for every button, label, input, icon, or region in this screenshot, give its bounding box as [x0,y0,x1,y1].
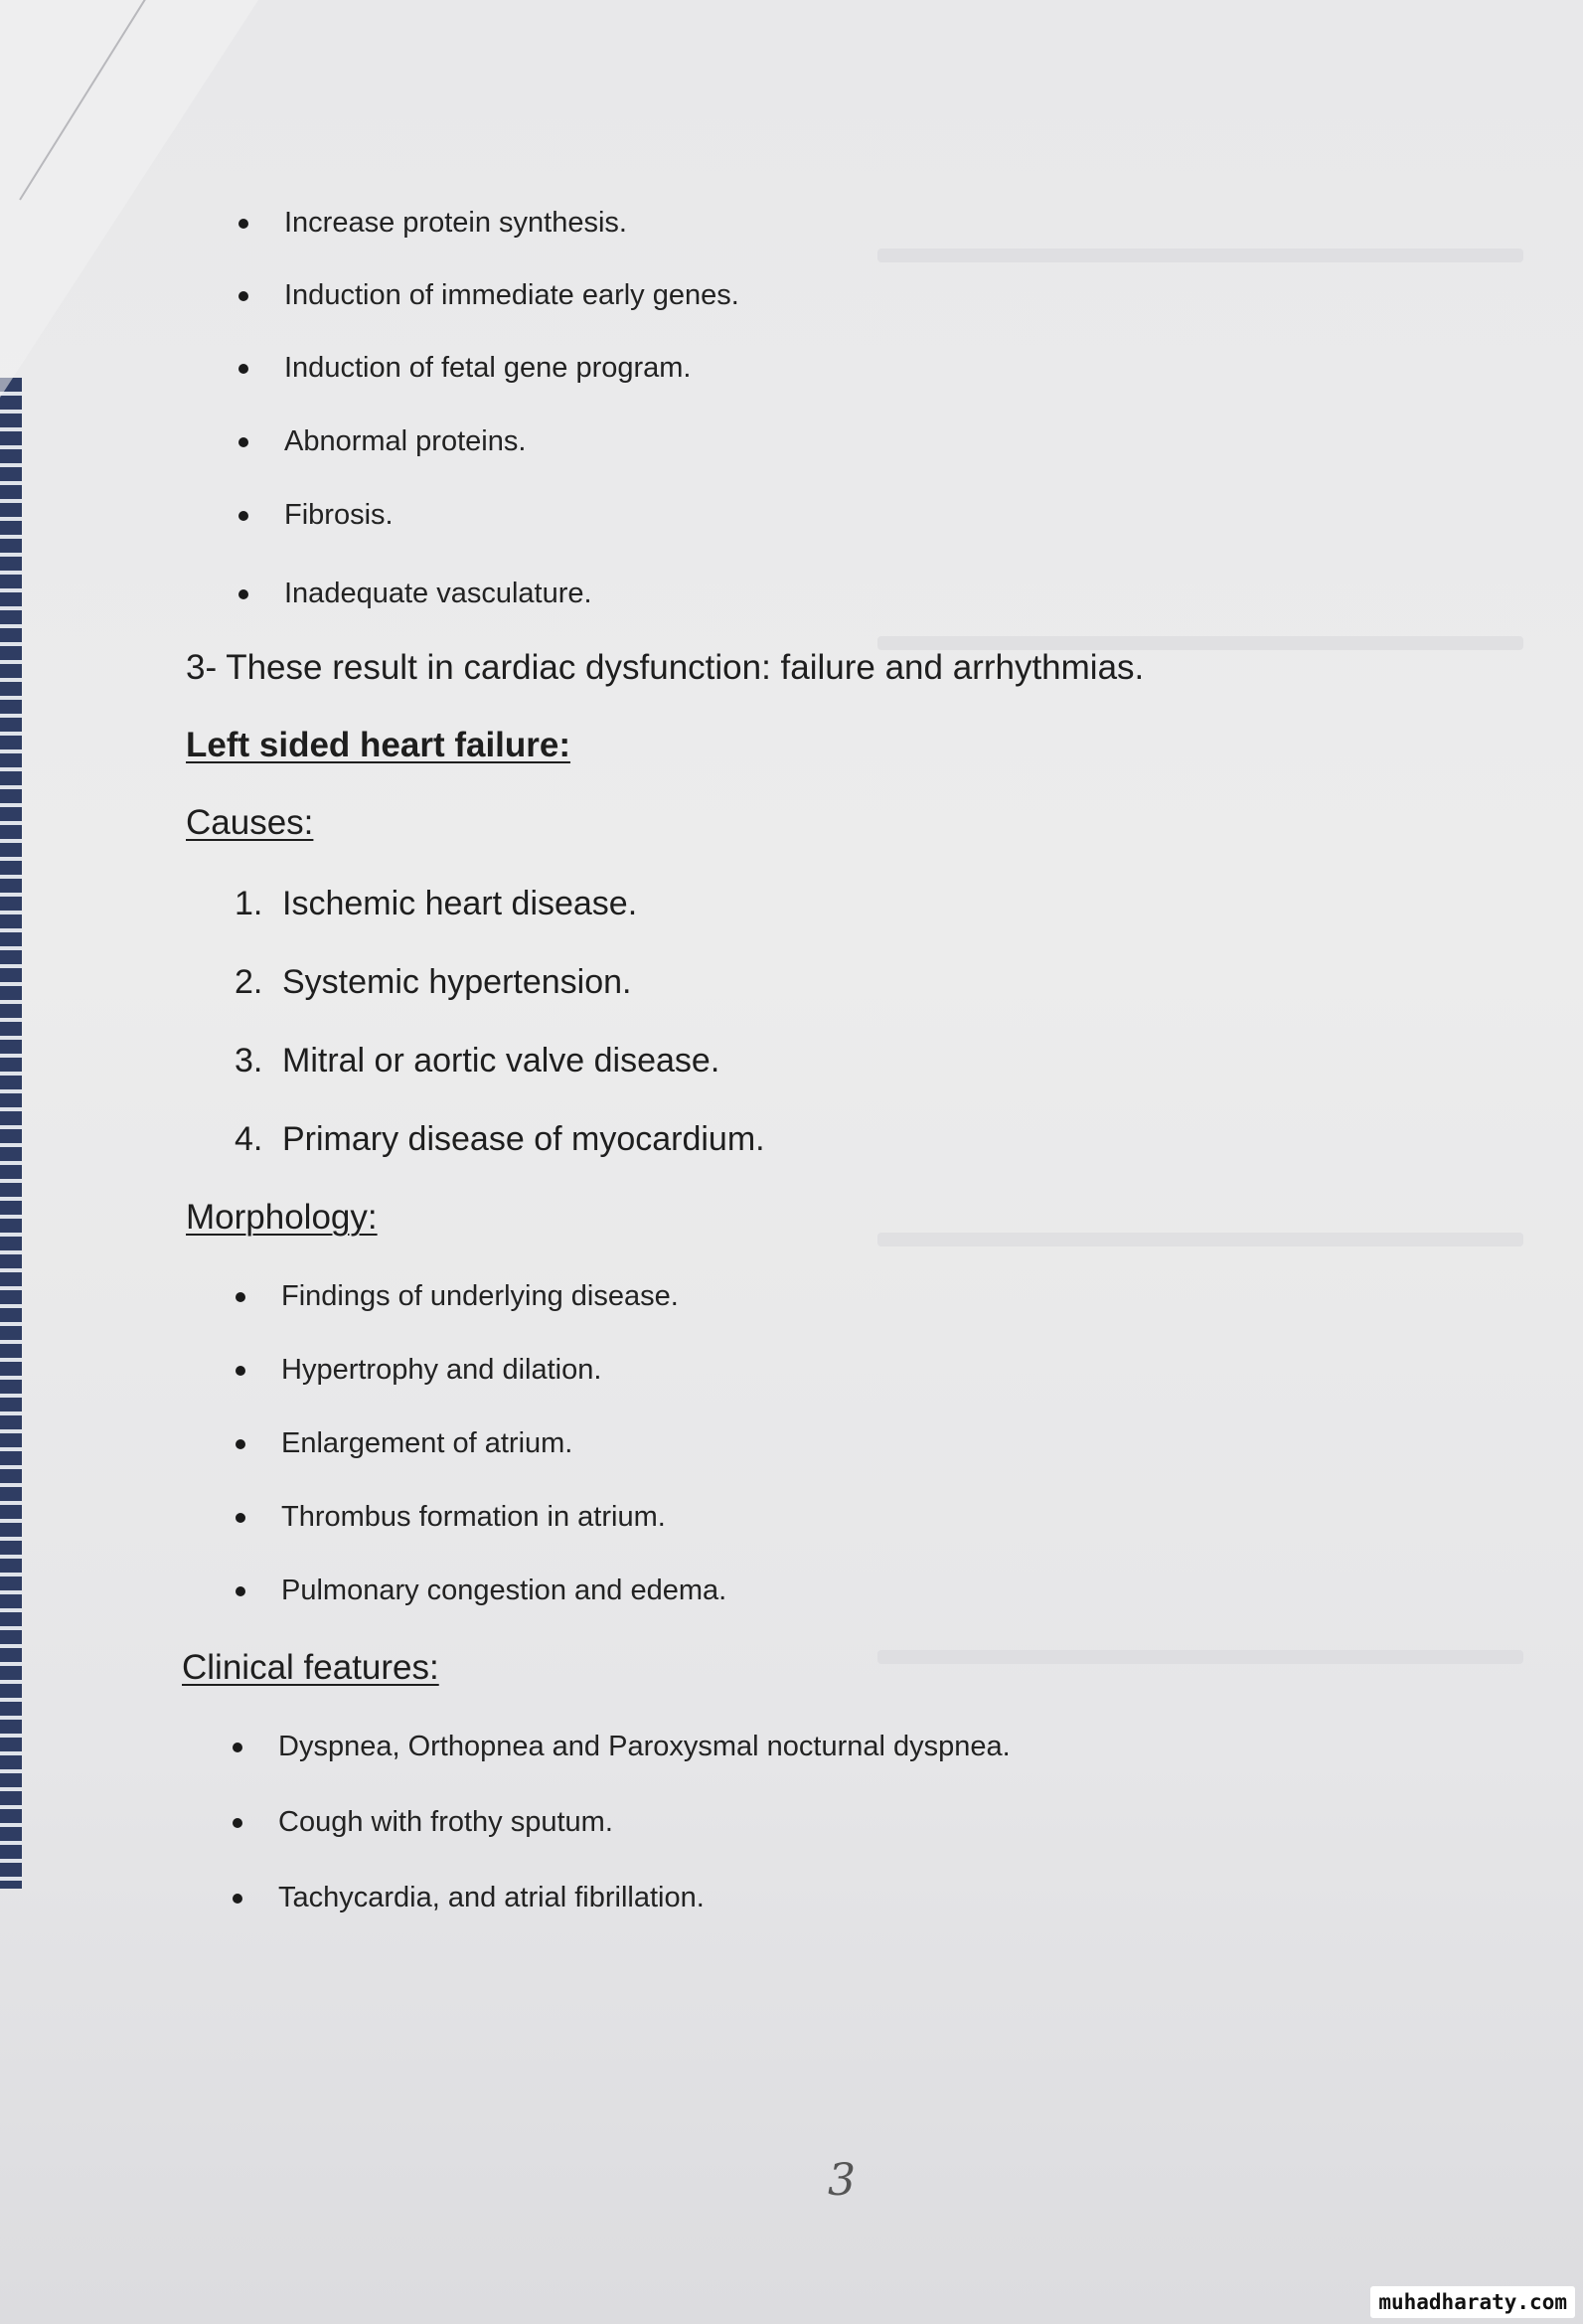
site-watermark: muhadharaty.com [1370,2286,1575,2318]
morphology-list [236,1278,726,1608]
list-item: Cough with frothy sputum. [233,1804,1011,1840]
result-statement: 3- These result in cardiac dysfunction: failure and arrhythmias. [186,648,1145,687]
list-item: Induction of fetal gene program. [238,350,739,386]
list-item [235,961,765,1003]
intro-bullet-list [238,205,739,611]
causes-list [235,883,765,1160]
list-item: Dyspnea, Orthopnea and Paroxysmal nocturnal dyspnea. [233,1729,1011,1764]
page-number: 3 [828,2155,856,2206]
list-item: Fibrosis. [238,497,739,533]
list-item: Inadequate vasculature. [238,576,739,611]
morphology-heading: Morphology: [186,1198,378,1237]
list-item [235,1040,765,1081]
clinical-features-heading: Clinical features: [182,1648,439,1687]
list-text: Mitral or aortic valve disease. [282,1042,720,1079]
list-number: 3. [235,1042,263,1079]
list-item [235,1118,765,1160]
list-item: Induction of immediate early genes. [238,277,739,313]
list-item: Increase protein synthesis. [238,205,739,241]
list-number: 2. [235,963,263,1001]
list-text: Ischemic heart disease. [282,885,638,922]
section-title: Left sided heart failure: [186,726,571,764]
list-item: Enlargement of atrium. [236,1425,726,1461]
list-item: Thrombus formation in atrium. [236,1499,726,1535]
list-text: Systemic hypertension. [282,963,632,1001]
list-number: 4. [235,1120,263,1158]
causes-heading: Causes: [186,803,314,842]
list-item: Tachycardia, and atrial fibrillation. [233,1880,1011,1915]
list-item: Hypertrophy and dilation. [236,1352,726,1388]
list-item: Abnormal proteins. [238,423,739,459]
list-item [235,883,765,924]
list-item: Pulmonary congestion and edema. [236,1573,726,1608]
list-number: 1. [235,885,263,922]
list-text: Primary disease of myocardium. [282,1120,765,1158]
list-item: Findings of underlying disease. [236,1278,726,1314]
clinical-features-list [233,1729,1011,1915]
